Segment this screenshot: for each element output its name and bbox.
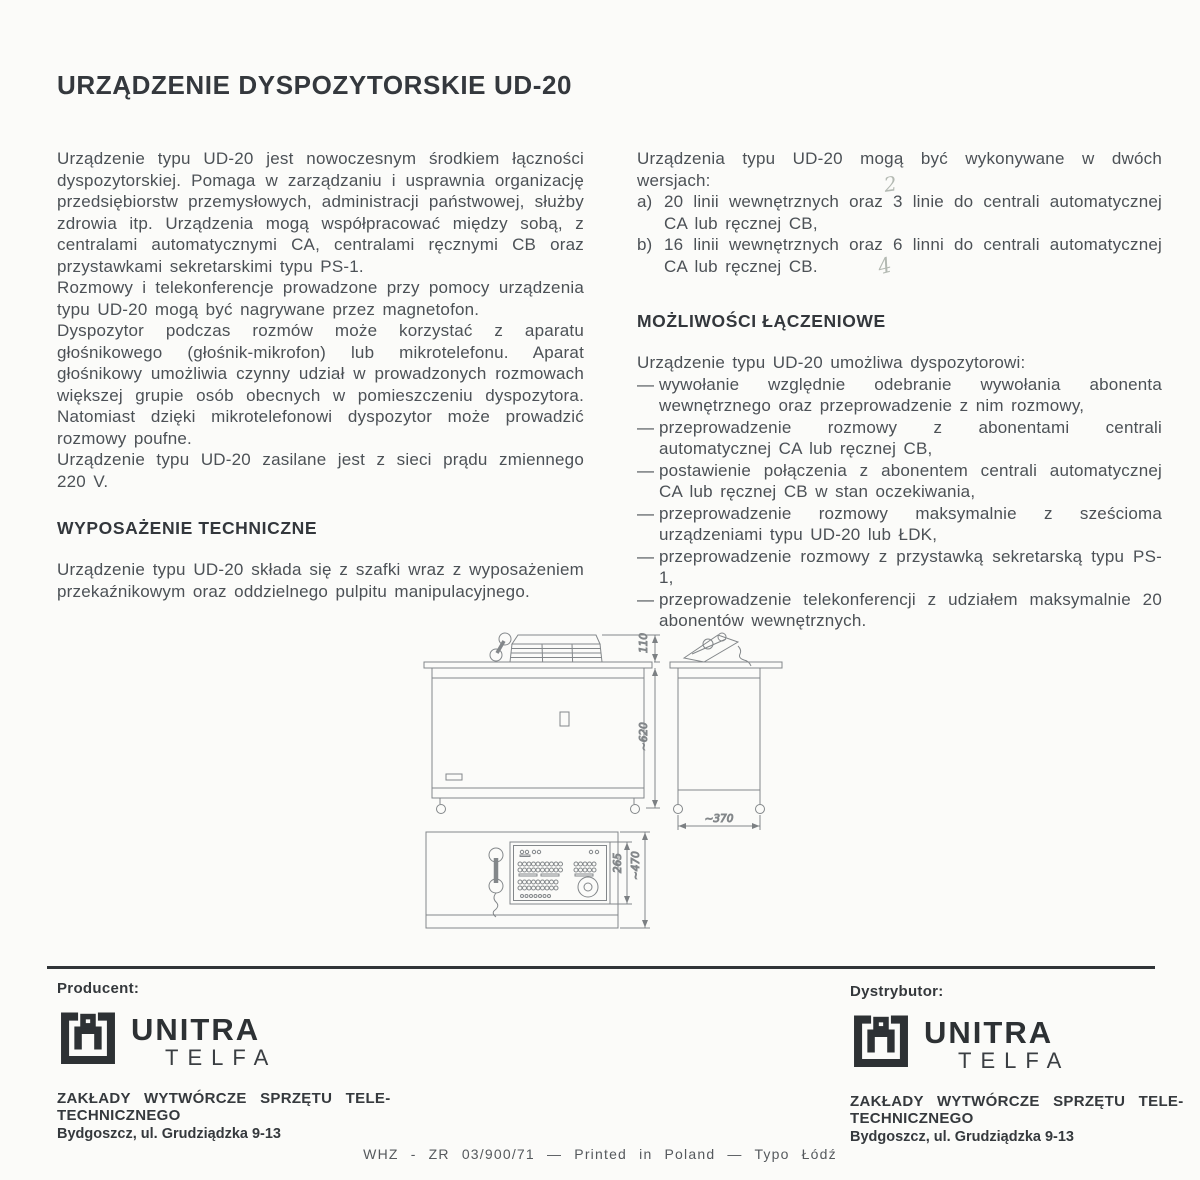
side-view-dimensions	[678, 813, 760, 830]
body-paragraph: Urządzenie typu UD-20 zasilane jest z sieci prądu zmiennego 220 V.	[57, 450, 584, 491]
company-name-line: TECHNICZNEGO	[57, 1107, 181, 1124]
dimension-label-265: 265	[612, 852, 624, 873]
capability-text: przeprowadzenie rozmowy maksymalnie z sześcioma urządzeniami typu UD-20 lub ŁDK,	[659, 503, 1162, 544]
bullet-dash: —	[637, 589, 654, 609]
capability-item	[637, 417, 1162, 460]
capability-text: przeprowadzenie telekonferencji z udziałem maksymalnie 20 abonentów wewnętrznych.	[659, 589, 1162, 630]
front-view-cabinet	[424, 633, 652, 814]
dimension-label-110: 110	[638, 632, 650, 653]
page-title: URZĄDZENIE DYSPOZYTORSKIE UD-20	[57, 70, 573, 100]
front-view-dimensions	[602, 633, 660, 808]
brand-name: UNITRA	[131, 1012, 261, 1047]
dimension-label-470: ~470	[630, 851, 642, 880]
version-item	[637, 234, 1162, 277]
print-line: WHZ - ZR 03/900/71 — Printed in Poland — Typo Łódź	[363, 1146, 837, 1162]
side-view-cabinet	[670, 633, 782, 814]
pencil-annotation: 4	[875, 252, 895, 280]
brand-name: UNITRA	[924, 1015, 1054, 1050]
capability-item	[637, 546, 1162, 589]
left-column	[57, 148, 584, 602]
dimension-label-620: ~620	[638, 722, 650, 751]
unitra-logo-icon	[57, 1011, 119, 1078]
brand-subname: TELFA	[165, 1045, 278, 1070]
unitra-logo-icon	[850, 1014, 912, 1081]
technical-drawing	[408, 622, 798, 945]
version-label: b)	[637, 235, 653, 254]
body-paragraph: Urządzenie typu UD-20 umożliwa dyspozytorowi:	[637, 353, 1026, 372]
version-text: 16 linii wewnętrznych oraz 6 linni do centrali automatycznej CA lub ręcznej CB.	[664, 235, 1162, 276]
brand-subname: TELFA	[958, 1048, 1071, 1073]
bullet-dash: —	[637, 417, 654, 437]
company-name-line: TECHNICZNEGO	[850, 1110, 974, 1127]
capability-text: przeprowadzenie rozmowy z abonentami centrali automatycznej CA lub ręcznej CB,	[659, 417, 1162, 458]
capability-item	[637, 503, 1162, 546]
capability-text: postawienie połączenia z abonentem centrali automatycznej CA lub ręcznej CB w stan oczekiwania,	[659, 460, 1162, 501]
pencil-annotation: 2	[882, 171, 899, 197]
version-label: a)	[637, 192, 653, 211]
producer-label: Producent:	[57, 980, 140, 997]
version-item	[637, 191, 1162, 234]
company-name-line: ZAKŁADY WYTWÓRCZE SPRZĘTU TELE-	[850, 1093, 1184, 1110]
divider-rule	[47, 966, 1155, 969]
company-address: Bydgoszcz, ul. Grudziądzka 9-13	[57, 1126, 281, 1142]
section-heading-connectivity: MOŻLIWOŚCI ŁĄCZENIOWE	[637, 311, 886, 331]
bullet-dash: —	[637, 546, 654, 566]
body-paragraph: Rozmowy i telekonferencje prowadzone przy pomocy urządzenia typu UD-20 mogą być nagrywane przez magnetofon.	[57, 278, 584, 319]
bullet-dash: —	[637, 503, 654, 523]
body-paragraph: Dyspozytor podczas rozmów może korzystać z aparatu głośnikowego (głośnik-mikrofon) lub mikrotelefonu. Aparat głośnikowy umożliwia czynny udział w prowadzonych rozmowach większej grupie osób obecnych w pomieszczeniu dyspozytora. Natomiast dzięki mikrotelefonowi dyspozytor może prowadzić rozmowy poufne.	[57, 321, 584, 448]
distributor-block	[850, 983, 1200, 1145]
distributor-label: Dystrybutor:	[850, 983, 944, 1000]
capability-item	[637, 460, 1162, 503]
right-column	[637, 148, 1162, 632]
capability-text: przeprowadzenie rozmowy z przystawką sekretarską typu PS-1,	[659, 546, 1162, 587]
capability-text: wywołanie względnie odebranie wywołania abonenta wewnętrznego oraz przeprowadzenie z nim rozmowy,	[659, 374, 1162, 415]
top-view-console	[426, 832, 618, 928]
section-heading-equipment: WYPOSAŻENIE TECHNICZNE	[57, 518, 318, 538]
body-paragraph: Urządzenie typu UD-20 jest nowoczesnym środkiem łączności dyspozytorskiej. Pomaga w zarządzaniu i usprawnia organizację przedsiębiorstw przemysłowych, administracji państwowej, służby zdrowia itp. Urządzenia mogą współpracować między sobą, z centralami automatycznymi CA, centralami ręcznymi CB oraz przystawkami sekretarskimi typu PS-1.	[57, 149, 584, 276]
bullet-dash: —	[637, 374, 654, 394]
version-text: 20 linii wewnętrznych oraz 3 linie do centrali automatycznej CA lub ręcznej CB,	[664, 192, 1162, 233]
producer-block	[57, 980, 417, 1142]
company-address: Bydgoszcz, ul. Grudziądzka 9-13	[850, 1129, 1074, 1145]
body-paragraph: Urządzenia typu UD-20 mogą być wykonywane w dwóch wersjach:	[637, 149, 1162, 190]
top-view-dimensions	[610, 832, 650, 928]
body-paragraph: Urządzenie typu UD-20 składa się z szafki wraz z wyposażeniem przekaźnikowym oraz oddzielnego pulpitu manipulacyjnego.	[57, 560, 584, 601]
bullet-dash: —	[637, 460, 654, 480]
capability-item	[637, 374, 1162, 417]
dimension-label-370: ~370	[704, 813, 734, 825]
company-name-line: ZAKŁADY WYTWÓRCZE SPRZĘTU TELE-	[57, 1090, 391, 1107]
